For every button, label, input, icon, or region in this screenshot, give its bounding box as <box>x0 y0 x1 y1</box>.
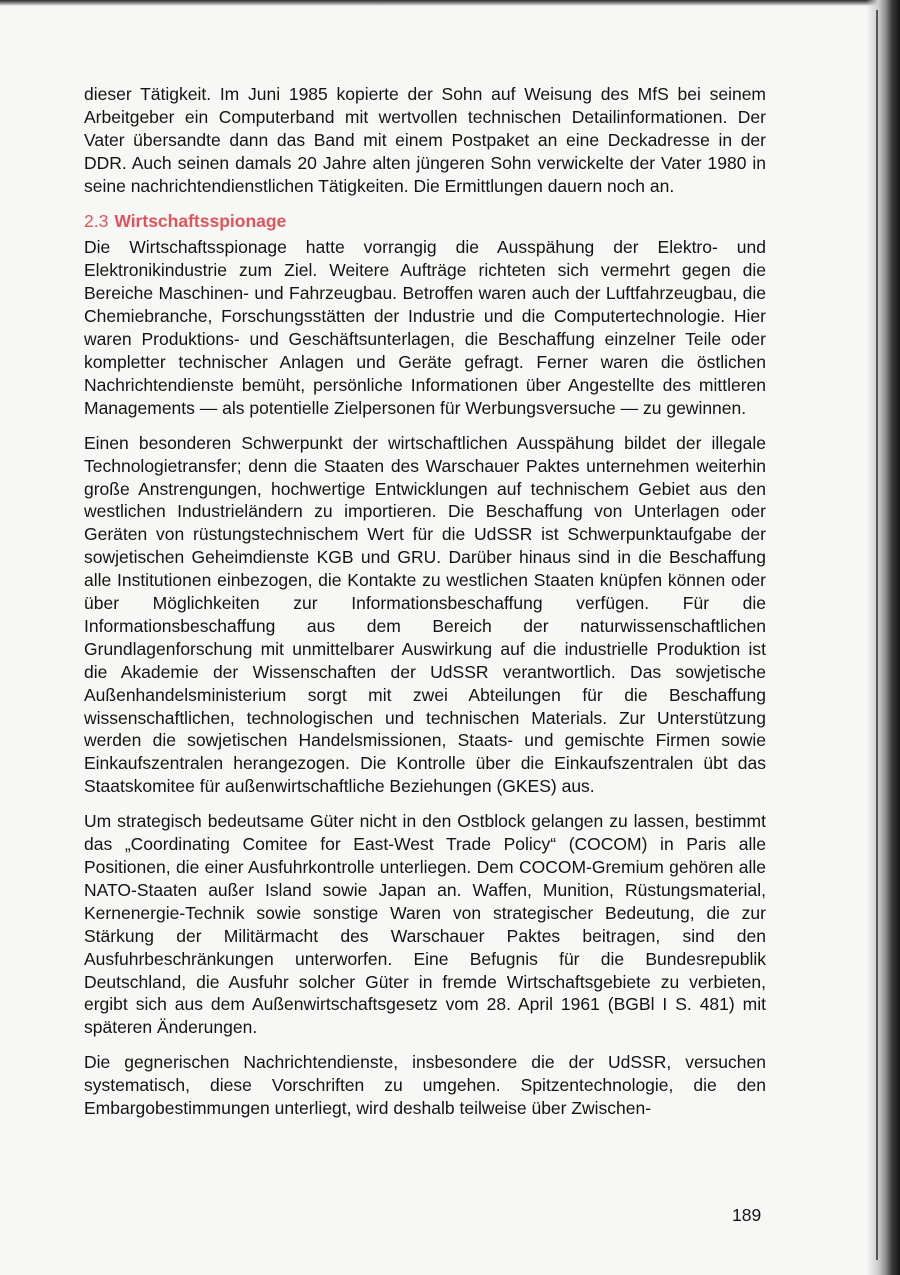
page-top-edge <box>0 0 900 6</box>
book-spine-line <box>876 10 878 1260</box>
paragraph: Einen besonderen Schwerpunkt der wirtschaftlichen Ausspähung bildet der illegale Technologietransfer; denn die Staaten des Warschauer Paktes unternehmen weiterhin große Anstrengungen, hochwertige Entwicklungen auf technischem Gebiet aus den westlichen Industrieländern zu importieren. Die Beschaffung von Unterlagen oder Geräten von rüstungstechnischem Wert für die UdSSR ist Schwerpunktaufgabe der sowjetischen Geheimdienste KGB und GRU. Darüber hinaus sind in die Beschaffung alle Institutionen einbezogen, die Kontakte zu westlichen Staaten knüpfen können oder über Möglichkeiten zur Informationsbeschaffung verfügen. Für die Informationsbeschaffung aus dem Bereich der naturwissenschaftlichen Grundlagenforschung mit unmittelbarer Auswirkung auf die industrielle Produktion ist die Akademie der Wissenschaften der UdSSR verantwortlich. Das sowjetische Außenhandelsministerium sorgt mit zwei Abteilungen für die Beschaffung wissenschaftlichen, technologischen und technischen Materials. Zur Unterstützung werden die sowjetischen Handelsmissionen, Staats- und gemischte Firmen sowie Einkaufszentralen herangezogen. Die Kontrolle über die Einkaufszentralen übt das Staatskomitee für außenwirtschaftliche Beziehungen (GKES) aus. <box>84 432 766 797</box>
page-number: 189 <box>732 1205 762 1225</box>
section-heading <box>84 210 766 233</box>
paragraph-continuation: dieser Tätigkeit. Im Juni 1985 kopierte der Sohn auf Weisung des MfS bei seinem Arbeitgeber ein Computerband mit wertvollen technischen Detailinformationen. Der Vater übersandte dann das Band mit einem Postpaket an eine Deckadresse in der DDR. Auch seinen damals 20 Jahre alten jüngeren Sohn verwickelte der Vater 1980 in seine nachrichtendienstlichen Tätigkeiten. Die Ermittlungen dauern noch an. <box>84 84 766 196</box>
page-content <box>84 83 766 1132</box>
section-number: 2.3 <box>84 210 109 231</box>
paragraph: Die gegnerischen Nachrichtendienste, insbesondere die der UdSSR, versuchen systematisch, diese Vorschriften zu umgehen. Spitzentechnologie, die den Embargobestimmungen unterliegt, wird deshalb teilweise über Zwischen- <box>84 1052 766 1119</box>
section-title: Wirtschaftsspionage <box>114 210 287 231</box>
paragraph: Um strategisch bedeutsame Güter nicht in den Ostblock gelangen zu lassen, bestimmt das „Coordinating Comitee for East-West Trade Policy“ (COCOM) in Paris alle Positionen, die einer Ausfuhrkontrolle unterliegen. Dem COCOM-Gremium gehören alle NATO-Staaten außer Island sowie Japan an. Waffen, Munition, Rüstungsmaterial, Kernenergie-Technik sowie sonstige Waren von strategischer Bedeutung, die zur Stärkung der Militärmacht des Warschauer Paktes beitragen, sind den Ausfuhrbeschränkungen unterworfen. Eine Befugnis für die Bundesrepublik Deutschland, die Ausfuhr solcher Güter in fremde Wirtschaftsgebiete zu verbieten, ergibt sich aus dem Außenwirtschaftsgesetz vom 28. April 1961 (BGBl I S. 481) mit späteren Änderungen. <box>84 811 766 1038</box>
paragraph: Die Wirtschaftsspionage hatte vorrangig die Ausspähung der Elektro- und Elektronikindustrie zum Ziel. Weitere Aufträge richteten sich vermehrt gegen die Bereiche Maschinen- und Fahrzeugbau. Betroffen waren auch der Luftfahrzeugbau, die Chemiebranche, Forschungsstätten der Industrie und die Computertechnologie. Hier waren Produktions- und Geschäftsunterlagen, die Beschaffung einzelner Teile oder kompletter technischer Anlagen und Geräte gefragt. Ferner waren die östlichen Nachrichtendienste bemüht, persönliche Informationen über Angestellte des mittleren Managements — als potentielle Zielpersonen für Werbungsversuche — zu gewinnen. <box>84 237 766 418</box>
book-spine-shadow <box>866 0 900 1275</box>
